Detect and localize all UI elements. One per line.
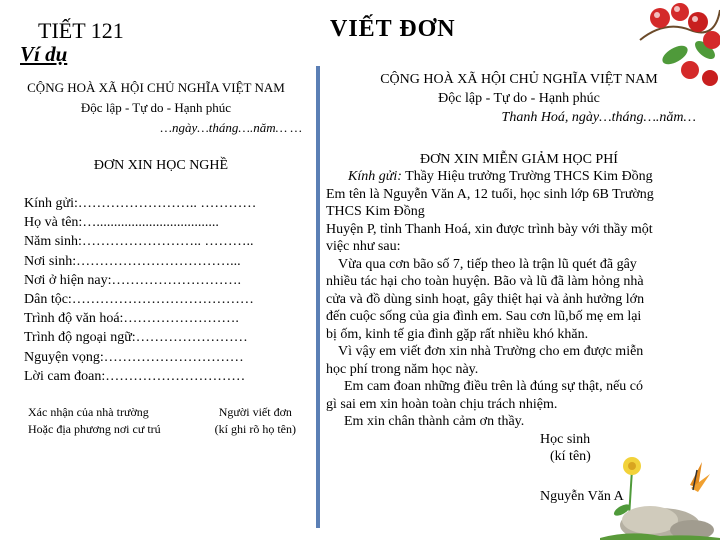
- stones-flower-decoration: [570, 440, 720, 540]
- sign-right-line2: (kí ghi rõ họ tên): [214, 422, 296, 437]
- form-line: Họ và tên:…...................................: [24, 215, 219, 231]
- signature-row: [0, 404, 312, 438]
- letter-line: bị ốm, kinh tế gia đình gặp rất nhiều khó khăn.: [326, 326, 589, 342]
- sign-right-line1: Người viết đơn: [218, 405, 292, 420]
- form-line: Dân tộc:…………………………………: [24, 292, 254, 308]
- butterfly-icon: [690, 462, 710, 492]
- left-motto: Độc lập - Tự do - Hạnh phúc: [80, 100, 232, 115]
- signer-name: Nguyễn Văn A: [540, 488, 624, 504]
- recipient-name: Thầy Hiệu trưởng Trường THCS Kim Đồng: [401, 169, 653, 184]
- letter-line: Em xin chân thành cảm ơn thầy.: [344, 414, 525, 429]
- form-line: Nguyện vọng:…………………………: [24, 349, 244, 365]
- letter-line: Huyện P, tỉnh Thanh Hoá, xin được trình bày với thầy một: [326, 221, 653, 237]
- column-divider: [316, 66, 320, 528]
- letter-line: THCS Kim Đồng: [326, 204, 425, 219]
- letter-line: Em tên là Nguyễn Văn A, 12 tuổi, học sinh lớp 6B Trường: [326, 186, 654, 202]
- form-line: Nơi ở hiện nay:……………………….: [24, 272, 242, 288]
- form-line: Trình độ văn hoá:…………………….: [24, 311, 239, 327]
- lesson-number: TIẾT 121: [38, 18, 124, 43]
- letter-line: học phí trong năm học này.: [326, 361, 479, 377]
- form-sample: [0, 78, 312, 438]
- sign-left-line2: Hoặc địa phương nơi cư trú: [28, 422, 161, 437]
- letter-line: cửa và đồ dùng sinh hoạt, gây thiệt hại và ảnh hưởng lớn: [326, 291, 645, 307]
- form-line: Nơi sinh:……………………………...: [24, 253, 241, 269]
- letter-line: việc như sau:: [326, 239, 401, 254]
- letter-line: Vì vậy em viết đơn xin nhà Trường cho em được miễn: [338, 344, 644, 359]
- recipient-line: [326, 168, 712, 186]
- form-line: Lời cam đoan:…………………………: [24, 368, 246, 384]
- right-date: Thanh Hoá, ngày…tháng….năm…: [501, 110, 696, 125]
- signer-note: (kí tên): [550, 449, 591, 464]
- form-line: Năm sinh:…………………….. ………..: [24, 234, 254, 250]
- letter-line: Em cam đoan những điều trên là đúng sự thật, nếu có: [344, 379, 643, 394]
- recipient-label: Kính gửi:: [348, 169, 402, 184]
- right-nation: CỘNG HOÀ XÃ HỘI CHỦ NGHĨA VIỆT NAM: [380, 72, 658, 87]
- page-title: VIẾT ĐƠN: [330, 16, 456, 42]
- right-motto: Độc lập - Tự do - Hạnh phúc: [438, 91, 600, 106]
- left-form-title: ĐƠN XIN HỌC NGHỀ: [93, 158, 229, 173]
- letter-line: nhiều tác hại cho toàn huyện. Bão và lũ đã làm hỏng nhà: [326, 274, 644, 289]
- form-line: Trình độ ngoại ngữ:……………………: [24, 330, 248, 346]
- form-line: Kính gửi:…………………….. …………: [24, 196, 257, 211]
- letter-line: Vừa qua cơn bão số 7, tiếp theo là trận lũ quét đã gây: [338, 256, 637, 272]
- letter-title: ĐƠN XIN MIỄN GIẢM HỌC PHÍ: [420, 152, 618, 167]
- letter-line: gì sai em xin hoàn toàn chịu trách nhiệm.: [326, 396, 558, 412]
- letter-line: đến cuộc sống của gia đình em. Sau cơn lũ,bố mẹ em lại: [326, 309, 642, 324]
- left-nation: CỘNG HOÀ XÃ HỘI CHỦ NGHĨA VIỆT NAM: [27, 80, 285, 95]
- left-date: …ngày…tháng….năm… …: [160, 120, 302, 135]
- signer-role: Học sinh: [540, 431, 591, 447]
- sign-left-line1: Xác nhận của nhà trường: [28, 405, 149, 420]
- example-heading: Ví dụ: [20, 42, 68, 66]
